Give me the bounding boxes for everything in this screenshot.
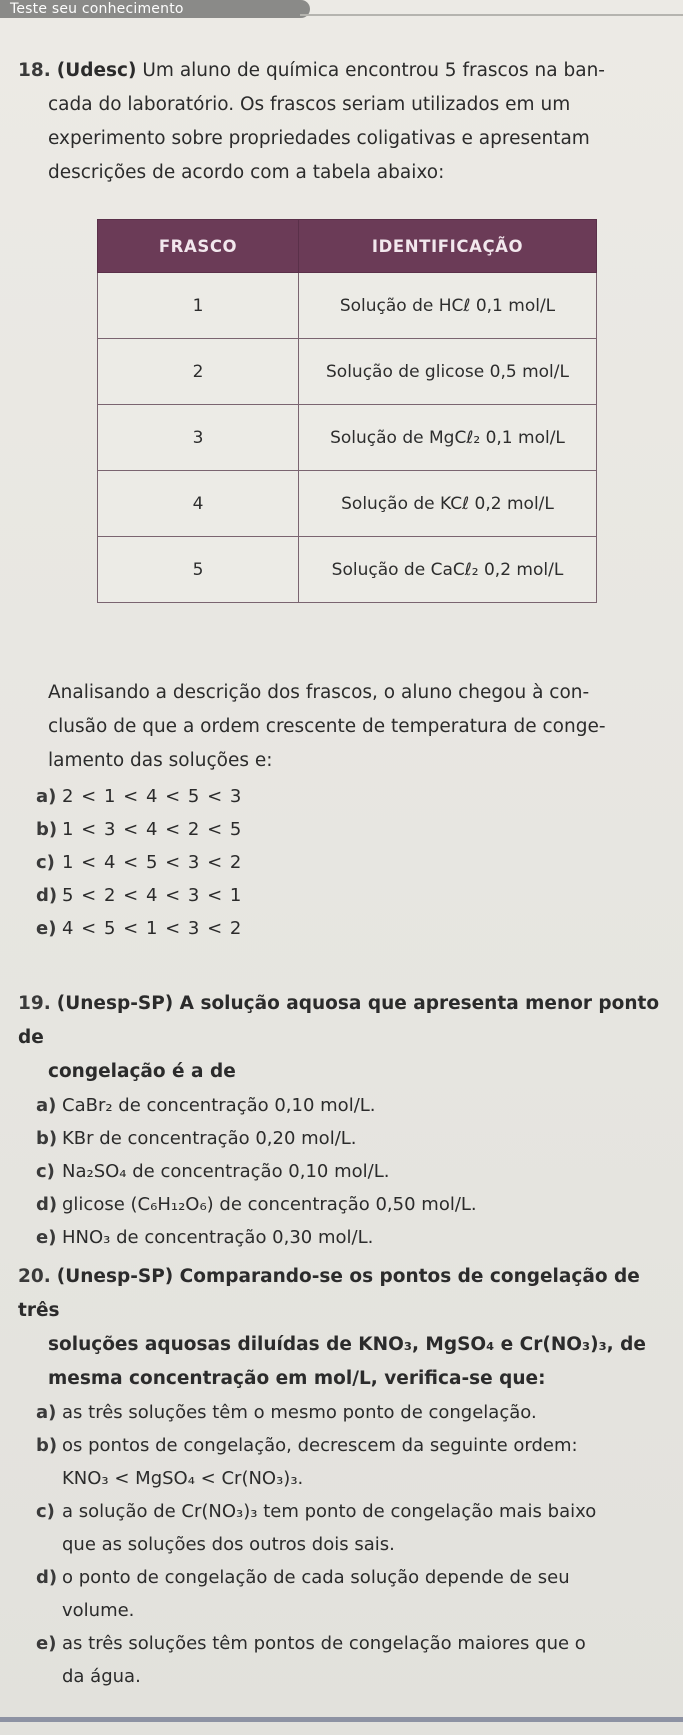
table-row	[98, 471, 597, 537]
question-19-options	[18, 1089, 671, 1254]
option-e[interactable]: e) 4 < 5 < 1 < 3 < 2	[36, 918, 243, 939]
question-19	[18, 987, 671, 1254]
table-row	[98, 537, 597, 603]
question-19-statement: 19. (Unesp-SP) A solução aquosa que apresenta menor ponto de congelação é a de	[18, 993, 660, 1082]
table-cell-identificacao: Solução de CaCℓ₂ 0,2 mol/L	[299, 537, 597, 603]
frascos-table	[97, 219, 597, 603]
table-header: IDENTIFICAÇÃO	[299, 220, 597, 273]
question-18	[18, 54, 671, 190]
option-d[interactable]: d) 5 < 2 < 4 < 3 < 1	[36, 885, 243, 906]
option-d[interactable]: d) glicose (C₆H₁₂O₆) de concentração 0,50 mol/L.	[36, 1194, 477, 1215]
table-cell-frasco: 1	[98, 273, 299, 339]
question-18-statement: 18. (Udesc) Um aluno de química encontrou 5 frascos na ban- cada do laboratório. Os frascos seriam utilizados em um experimento sobre propriedades coligativas e apresentam descrições de acordo com a tabela abaixo:	[18, 60, 605, 183]
table-row	[98, 339, 597, 405]
question-number: 18.	[18, 60, 51, 81]
question-number: 20.	[18, 1266, 51, 1287]
question-20	[18, 1260, 671, 1693]
table-row	[98, 405, 597, 471]
question-18-continuation	[18, 676, 671, 945]
table-cell-identificacao: Solução de HCℓ 0,1 mol/L	[299, 273, 597, 339]
banner-rule	[300, 14, 683, 16]
table-cell-identificacao: Solução de KCℓ 0,2 mol/L	[299, 471, 597, 537]
option-b[interactable]: b) KBr de concentração 0,20 mol/L.	[36, 1128, 357, 1149]
section-banner-label: Teste seu conhecimento	[10, 1, 184, 17]
bottom-rule	[0, 1717, 683, 1722]
question-source: (Udesc)	[56, 60, 137, 81]
option-a[interactable]: a) 2 < 1 < 4 < 5 < 3	[36, 786, 243, 807]
option-a[interactable]: a) CaBr₂ de concentração 0,10 mol/L.	[36, 1095, 376, 1116]
table-row	[98, 273, 597, 339]
question-18-conclusion: Analisando a descrição dos frascos, o aluno chegou à con- clusão de que a ordem crescente de temperatura de conge- lamento das soluções e:	[48, 682, 606, 771]
option-a[interactable]: a) as três soluções têm o mesmo ponto de congelação.	[36, 1402, 537, 1423]
question-number: 19.	[18, 993, 51, 1014]
question-18-options	[18, 780, 671, 945]
table-header: FRASCO	[98, 220, 299, 273]
table-cell-frasco: 5	[98, 537, 299, 603]
option-d[interactable]: d) o ponto de congelação de cada solução depende de seu volume.	[36, 1567, 570, 1621]
option-b[interactable]: b) os pontos de congelação, decrescem da seguinte ordem: KNO₃ < MgSO₄ < Cr(NO₃)₃.	[36, 1435, 578, 1489]
question-20-statement: 20. (Unesp-SP) Comparando-se os pontos de congelação de três soluções aquosas diluídas de KNO₃, MgSO₄ e Cr(NO₃)₃, de mesma concentração em mol/L, verifica-se que:	[18, 1266, 646, 1389]
option-b[interactable]: b) 1 < 3 < 4 < 2 < 5	[36, 819, 243, 840]
section-banner	[0, 0, 310, 18]
option-c[interactable]: c) 1 < 4 < 5 < 3 < 2	[36, 852, 243, 873]
table-cell-frasco: 2	[98, 339, 299, 405]
table-header-row	[98, 220, 597, 273]
table-cell-frasco: 4	[98, 471, 299, 537]
table-cell-frasco: 3	[98, 405, 299, 471]
table-cell-identificacao: Solução de glicose 0,5 mol/L	[299, 339, 597, 405]
table-cell-identificacao: Solução de MgCℓ₂ 0,1 mol/L	[299, 405, 597, 471]
option-e[interactable]: e) as três soluções têm pontos de congelação maiores que o da água.	[36, 1633, 586, 1687]
option-c[interactable]: c) a solução de Cr(NO₃)₃ tem ponto de congelação mais baixo que as soluções dos outros dois sais.	[36, 1501, 597, 1555]
option-c[interactable]: c) Na₂SO₄ de concentração 0,10 mol/L.	[36, 1161, 390, 1182]
question-20-options	[18, 1396, 671, 1693]
option-e[interactable]: e) HNO₃ de concentração 0,30 mol/L.	[36, 1227, 374, 1248]
